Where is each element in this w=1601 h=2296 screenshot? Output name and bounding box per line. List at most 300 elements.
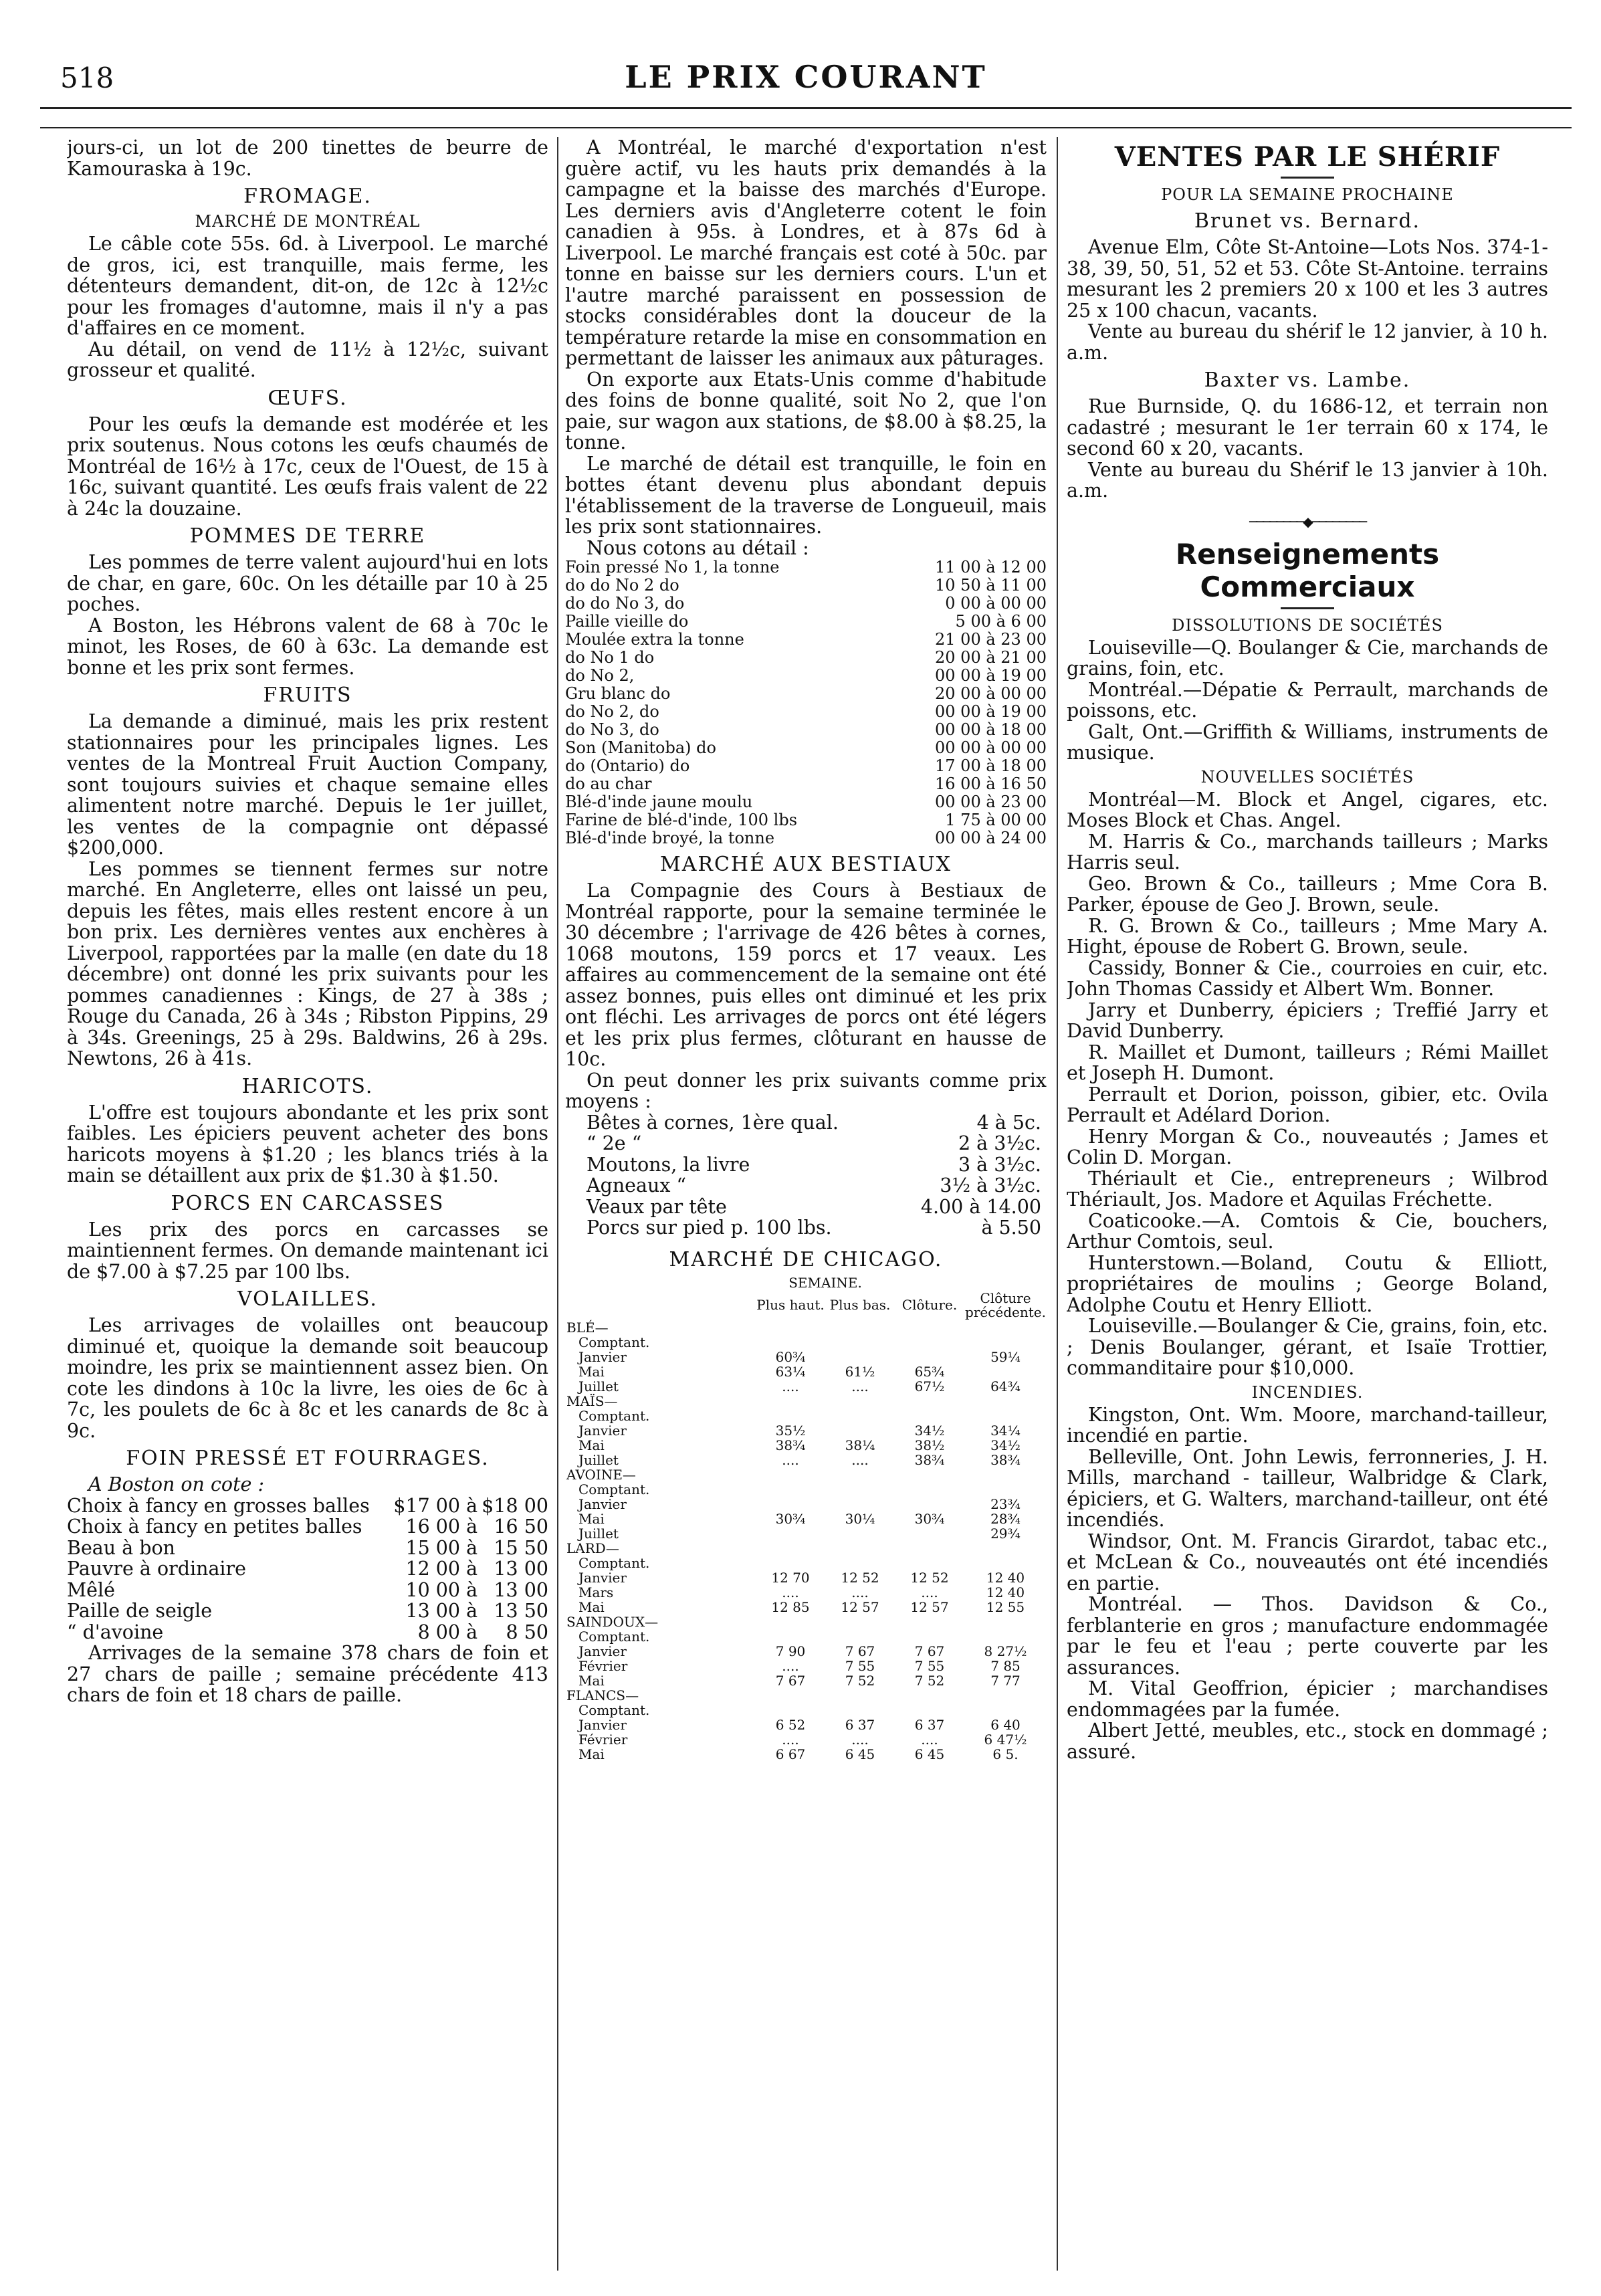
price-cell: .... bbox=[782, 1584, 799, 1600]
article-text: Avenue Elm, Côte St-Antoine—Lots Nos. 374-1-38, 39, 50, 51, 52 et 53. Côte St-Antoine. terrains mesurant les 2 premiers 20 x 100 et les 3 autres 25 x 100 chacun, vacants. bbox=[1067, 236, 1548, 322]
price-cell: .... bbox=[782, 1657, 799, 1674]
section-title-haricots: HARICOTS. bbox=[241, 1074, 374, 1098]
price-cell: 6 45 bbox=[914, 1746, 945, 1762]
price-cell: 6 37 bbox=[845, 1716, 875, 1733]
section-title-chicago: MARCHÉ DE CHICAGO. bbox=[669, 1247, 943, 1271]
price-high: 13 50 bbox=[494, 1600, 548, 1622]
row-label: Son (Manitoba) do bbox=[565, 738, 716, 757]
price-cell: 12 52 bbox=[910, 1569, 949, 1586]
article-text: Les prix des porcs en carcasses se maintiennent fermes. On demande maintenant ici de $7.00 à $7.25 par 100 lbs. bbox=[67, 1218, 548, 1283]
month-label: Juillet bbox=[578, 1451, 619, 1468]
row-price: 00 00 à 19 00 bbox=[935, 666, 1047, 685]
row-label: Mêlé bbox=[67, 1578, 116, 1601]
price-cell bbox=[825, 1556, 895, 1570]
bestiaux-price-table bbox=[586, 1112, 1041, 1239]
row-label: Paille de seigle bbox=[67, 1600, 213, 1622]
price-cell: 6 37 bbox=[914, 1716, 945, 1733]
column-1 bbox=[67, 137, 548, 2271]
row-label: do No 2, bbox=[565, 666, 635, 685]
notice-item: Thériault et Cie., entrepreneurs ; Wilbrod Thériault, Jos. Madore et Aquilas Fréchette. bbox=[1067, 1167, 1548, 1211]
price-low: 12 00 à bbox=[405, 1558, 478, 1580]
notice-item: Jarry et Dunberry, épiciers ; Treffié Jarry et David Dunberry. bbox=[1067, 999, 1548, 1042]
price-cell: 6 5. bbox=[992, 1746, 1019, 1762]
table-row bbox=[565, 685, 1047, 703]
article-text: Les pommes se tiennent fermes sur notre marché. En Angleterre, elles ont laissé un peu, depuis les fêtes, mais elles restent encore à un bon prix. Les dernières ventes aux enchères à Liverpool, rapportées par la malle (en date du 18 décembre) ont donné les prix suivants pour les pommes canadiennes : Kings, de 27 à 38s ; Rouge du Canada, 26 à 34s ; Ribston Pippins, 29 à 34s. Greenings, 25 à 29s. Baldwins, 26 à 29s. Newtons, 26 à 41s. bbox=[67, 857, 548, 1069]
price-cell: 7 52 bbox=[845, 1672, 875, 1689]
article-text: La Compagnie des Cours à Bestiaux de Montréal rapporte, pour la semaine terminée le 30 décembre ; l'arrivage de 426 bêtes à cornes, 1068 moutons, 159 porcs et 17 veaux. Les affaires au commencement de la semaine ont été assez bonnes, puis elles ont diminué et les prix ont fléchi. Les arrivages de porcs ont été légers et les prix plus fermes, clôturant en hausse de 10c. bbox=[565, 879, 1047, 1070]
row-label: do do No 2 do bbox=[565, 576, 679, 595]
page-number: 518 bbox=[60, 62, 114, 94]
row-label: Paille vieille do bbox=[565, 612, 689, 631]
price-cell bbox=[964, 1556, 1047, 1570]
table-row bbox=[565, 1511, 1047, 1526]
month-label: Comptant. bbox=[578, 1554, 650, 1571]
month-label: Janvier bbox=[578, 1422, 627, 1439]
article-text: Arrivages de la semaine 378 chars de foin et 27 chars de paille ; semaine précédente 413 chars de foin et 18 chars de paille. bbox=[67, 1642, 548, 1706]
row-label: Porcs sur pied p. 100 lbs. bbox=[586, 1217, 832, 1239]
table-row bbox=[565, 703, 1047, 721]
price-cell: 6 40 bbox=[990, 1716, 1021, 1733]
table-row bbox=[565, 1673, 1047, 1688]
notice-item: Galt, Ont.—Griffith & Williams, instruments de musique. bbox=[1067, 720, 1548, 764]
price-cell bbox=[756, 1497, 825, 1511]
row-label: Blé-d'inde broyé, la tonne bbox=[565, 829, 775, 847]
row-price: 17 00 à 18 00 bbox=[935, 756, 1047, 775]
price-low: 8 00 à bbox=[417, 1621, 478, 1643]
price-cell: 6 52 bbox=[775, 1716, 806, 1733]
price-cell: 12 85 bbox=[771, 1598, 810, 1615]
table-row bbox=[565, 721, 1047, 739]
price-cell: 38¼ bbox=[845, 1437, 875, 1453]
month-label: Juillet bbox=[578, 1525, 619, 1542]
price-cell: 7 55 bbox=[845, 1657, 875, 1674]
price-cell bbox=[964, 1703, 1047, 1717]
section-subtitle: INCENDIES. bbox=[1251, 1382, 1364, 1402]
price-cell: 7 85 bbox=[990, 1657, 1021, 1674]
price-cell bbox=[825, 1703, 895, 1717]
article-text: On peut donner les prix suivants comme prix moyens : bbox=[565, 1069, 1047, 1112]
masthead-title: LE PRIX COURANT bbox=[625, 59, 987, 95]
price-cell: 6 45 bbox=[845, 1746, 875, 1762]
row-price: 5 00 à 6 00 bbox=[955, 612, 1047, 631]
detail-price-table bbox=[565, 558, 1047, 847]
notice-item: Windsor, Ont. M. Francis Girardot, tabac etc., et McLean & Co., nouveautés ont été incendiés en partie. bbox=[1067, 1530, 1548, 1594]
price-low: 15 00 à bbox=[405, 1536, 478, 1559]
row-label: do No 1 do bbox=[565, 648, 655, 667]
table-row bbox=[565, 1379, 1047, 1394]
column-3 bbox=[1067, 137, 1548, 2271]
table-row bbox=[565, 1717, 1047, 1732]
table-row bbox=[586, 1154, 1041, 1176]
article-text: Nous cotons au détail : bbox=[586, 536, 809, 559]
notice-item: Perrault et Dorion, poisson, gibier, etc. Ovila Perrault et Adélard Dorion. bbox=[1067, 1083, 1548, 1126]
price-cell bbox=[964, 1482, 1047, 1497]
row-label: Bêtes à cornes, 1ère qual. bbox=[586, 1111, 839, 1134]
month-label: Janvier bbox=[578, 1716, 627, 1733]
notice-item: R. Maillet et Dumont, tailleurs ; Rémi Maillet et Joseph H. Dumont. bbox=[1067, 1041, 1548, 1084]
price-cell bbox=[964, 1408, 1047, 1423]
notice-item: Hunterstown.—Boland, Coutu & Elliott, propriétaires de moulins ; George Boland, Adolphe Coutu et Henry Elliott. bbox=[1067, 1251, 1548, 1316]
header-rule bbox=[40, 107, 1572, 109]
price-low: 16 00 à bbox=[405, 1516, 478, 1538]
section-title-porcs: PORCS EN CARCASSES bbox=[171, 1191, 445, 1215]
notice-item: M. Harris & Co., marchands tailleurs ; Marks Harris seul. bbox=[1067, 830, 1548, 873]
article-text: Au détail, on vend de 11½ à 12½c, suivant grosseur et qualité. bbox=[67, 338, 548, 381]
price-low: 10 00 à bbox=[405, 1578, 478, 1601]
price-cell bbox=[964, 1364, 1047, 1379]
title-rule bbox=[1281, 607, 1334, 609]
table-row bbox=[565, 1541, 1047, 1556]
price-cell: 29¾ bbox=[990, 1525, 1021, 1542]
row-label: “ d'avoine bbox=[67, 1621, 164, 1643]
title-rule bbox=[1281, 177, 1334, 179]
row-price: 16 00 à 16 50 bbox=[935, 774, 1047, 793]
row-price: 20 00 à 21 00 bbox=[935, 648, 1047, 667]
row-price: 3½ à 3½c. bbox=[940, 1174, 1041, 1196]
price-cell: 6 47½ bbox=[984, 1731, 1027, 1748]
price-cell: 12 57 bbox=[910, 1598, 949, 1615]
price-cell: 12 57 bbox=[841, 1598, 879, 1615]
article-text: Vente au bureau du shérif le 12 janvier, à 10 h. a.m. bbox=[1067, 320, 1548, 364]
row-price: 4 à 5c. bbox=[976, 1111, 1041, 1134]
notice-item: Geo. Brown & Co., tailleurs ; Mme Cora B. Parker, épouse de Geo J. Brown, seule. bbox=[1067, 872, 1548, 916]
price-cell: 7 55 bbox=[914, 1657, 945, 1674]
row-price: 4.00 à 14.00 bbox=[920, 1195, 1041, 1218]
row-price: 00 00 à 19 00 bbox=[935, 702, 1047, 721]
price-cell: 7 67 bbox=[775, 1672, 806, 1689]
price-cell: 64¾ bbox=[990, 1378, 1021, 1394]
month-label: Comptant. bbox=[578, 1701, 650, 1718]
table-row bbox=[565, 1394, 1047, 1408]
table-row bbox=[565, 829, 1047, 847]
price-cell: 6 67 bbox=[775, 1746, 806, 1762]
price-cell bbox=[756, 1556, 825, 1570]
section-title-volailles: VOLAILLES. bbox=[237, 1287, 378, 1311]
price-cell: 30¾ bbox=[914, 1510, 945, 1527]
price-cell: 7 52 bbox=[914, 1672, 945, 1689]
table-row bbox=[67, 1538, 548, 1559]
table-row bbox=[565, 811, 1047, 829]
row-price: 0 00 à 00 00 bbox=[945, 594, 1047, 613]
section-title-foin: FOIN PRESSÉ ET FOURRAGES. bbox=[126, 1447, 490, 1470]
table-row bbox=[565, 1556, 1047, 1570]
month-label: Comptant. bbox=[578, 1481, 650, 1497]
table-row bbox=[565, 613, 1047, 631]
month-label: Comptant. bbox=[578, 1628, 650, 1645]
price-cell: 12 40 bbox=[986, 1569, 1025, 1586]
table-row bbox=[565, 1614, 1047, 1629]
chicago-header-cloture-prec: Clôture précédente. bbox=[965, 1289, 1047, 1320]
month-label: Janvier bbox=[578, 1643, 627, 1659]
commodity-label: BLÉ— bbox=[566, 1319, 609, 1336]
table-row bbox=[565, 1453, 1047, 1467]
price-cell: 38¾ bbox=[775, 1437, 806, 1453]
price-cell: 23¾ bbox=[990, 1495, 1021, 1512]
price-cell: 12 40 bbox=[986, 1584, 1025, 1600]
price-cell: 38¾ bbox=[990, 1451, 1021, 1468]
row-label: Pauvre à ordinaire bbox=[67, 1558, 247, 1580]
row-price: 21 00 à 23 00 bbox=[935, 630, 1047, 649]
row-price: 00 00 à 00 00 bbox=[935, 738, 1047, 757]
price-cell bbox=[756, 1335, 825, 1350]
notice-item: Montréal—M. Block et Angel, cigares, etc. Moses Block et Chas. Angel. bbox=[1067, 788, 1548, 831]
article-text: Le câble cote 55s. 6d. à Liverpool. Le marché de gros, ici, est tranquille, mais ferme, les détenteurs demandent, dit-on, de 12c à 12½c pour les fromages d'automne, mais il n'y a pas d'affaires en ce moment. bbox=[67, 233, 548, 339]
price-low: $17 00 à bbox=[393, 1494, 478, 1517]
table-row bbox=[565, 1408, 1047, 1423]
price-cell bbox=[895, 1350, 964, 1364]
table-row bbox=[565, 649, 1047, 667]
row-label: Agneaux “ bbox=[586, 1174, 687, 1196]
table-row bbox=[565, 1364, 1047, 1379]
column-divider bbox=[557, 137, 558, 2271]
table-row bbox=[565, 757, 1047, 775]
month-label: Mars bbox=[578, 1584, 614, 1600]
row-label: do (Ontario) do bbox=[565, 756, 690, 775]
table-row bbox=[586, 1217, 1041, 1239]
price-high: 16 50 bbox=[494, 1516, 548, 1538]
case-title: Brunet vs. Bernard. bbox=[1194, 209, 1421, 233]
price-cell: 30¼ bbox=[845, 1510, 875, 1527]
article-text: A Boston on cote : bbox=[88, 1473, 265, 1495]
notice-item: Cassidy, Bonner & Cie., courroies en cuir, etc. John Thomas Cassidy et Albert Wm. Bonner. bbox=[1067, 956, 1548, 1000]
row-label: do au char bbox=[565, 774, 652, 793]
row-label: “ 2e “ bbox=[586, 1132, 642, 1154]
notice-item: R. G. Brown & Co., tailleurs ; Mme Mary A. Hight, épouse de Robert G. Brown, seule. bbox=[1067, 914, 1548, 958]
table-row bbox=[565, 1570, 1047, 1585]
chicago-header-plus-bas: Plus bas. bbox=[829, 1297, 891, 1313]
price-cell: 34½ bbox=[990, 1437, 1021, 1453]
foin-price-table bbox=[67, 1495, 548, 1643]
table-row bbox=[565, 1732, 1047, 1747]
row-price: à 5.50 bbox=[981, 1217, 1041, 1239]
article-text: Pour les œufs la demande est modérée et les prix soutenus. Nous cotons les œufs chaumés de Montréal de 16½ à 17c, ceux de l'Ouest, de 15 à 16c, suivant quantité. Les œufs frais valent de 22 à 24c la douzaine. bbox=[67, 413, 548, 520]
table-row bbox=[565, 739, 1047, 757]
table-row bbox=[565, 1703, 1047, 1717]
table-row bbox=[565, 1423, 1047, 1438]
row-price: 3 à 3½c. bbox=[958, 1153, 1041, 1176]
price-cell bbox=[756, 1408, 825, 1423]
article-text: On exporte aux Etats-Unis comme d'habitude des foins de bonne qualité, soit No 2, que l'on paie, sur wagon aux stations, de $8.00 à $8.25, la tonne. bbox=[565, 368, 1047, 453]
table-row bbox=[565, 793, 1047, 811]
price-cell bbox=[895, 1703, 964, 1717]
price-cell bbox=[825, 1482, 895, 1497]
price-cell: .... bbox=[851, 1451, 869, 1468]
price-cell: 7 90 bbox=[775, 1643, 806, 1659]
article-text: L'offre est toujours abondante et les prix sont faibles. Les épiciers peuvent acheter des bons haricots moyens à $1.20 ; les blancs triés à la main se détaillent aux prix de $1.30 à $1.50. bbox=[67, 1101, 548, 1186]
row-price: 1 75 à 00 00 bbox=[945, 811, 1047, 829]
notice-item: Louiseville.—Boulanger & Cie, grains, foin, etc. ; Denis Boulanger, gérant, et Isaïe Trottier, commanditaire pour $10,000. bbox=[1067, 1315, 1548, 1379]
table-row bbox=[565, 595, 1047, 613]
table-row bbox=[565, 1585, 1047, 1600]
price-low: 13 00 à bbox=[405, 1600, 478, 1622]
price-cell: 59¼ bbox=[990, 1348, 1021, 1365]
month-label: Mai bbox=[578, 1672, 605, 1689]
table-row bbox=[565, 631, 1047, 649]
month-label: Janvier bbox=[578, 1348, 627, 1365]
article-text: Les pommes de terre valent aujourd'hui en lots de char, en gare, 60c. On les détaille par 10 à 25 poches. bbox=[67, 551, 548, 615]
price-cell: 12 52 bbox=[841, 1569, 879, 1586]
chicago-header-semaine: SEMAINE. bbox=[788, 1274, 862, 1291]
page-header bbox=[40, 54, 1572, 100]
price-cell: 63¼ bbox=[775, 1363, 806, 1380]
row-label: Farine de blé-d'inde, 100 lbs bbox=[565, 811, 798, 829]
table-row bbox=[565, 1482, 1047, 1497]
month-label: Mai bbox=[578, 1510, 605, 1527]
case-title: Baxter vs. Lambe. bbox=[1204, 369, 1411, 392]
price-cell bbox=[756, 1526, 825, 1541]
section-title-sherif: VENTES PAR LE SHÉRIF bbox=[1114, 141, 1501, 173]
table-row bbox=[565, 1350, 1047, 1364]
row-label: Choix à fancy en petites balles bbox=[67, 1516, 362, 1538]
table-row bbox=[565, 577, 1047, 595]
price-cell bbox=[825, 1408, 895, 1423]
price-cell: 35½ bbox=[775, 1422, 806, 1439]
notice-item: Henry Morgan & Co., nouveautés ; James et Colin D. Morgan. bbox=[1067, 1125, 1548, 1168]
price-high: 15 50 bbox=[494, 1536, 548, 1559]
section-divider-ornament: ────────◆──────── bbox=[1249, 513, 1366, 530]
month-label: Mai bbox=[578, 1746, 605, 1762]
article-text: Les arrivages de volailles ont beaucoup diminué et, quoique la demande soit beaucoup moindre, les prix se maintiennent assez bien. On cote les dindons à 10c la livre, les oies de 6c à 7c, les poulets de 6c à 8c et les canards de 8c à 9c. bbox=[67, 1314, 548, 1442]
price-cell bbox=[895, 1335, 964, 1350]
column-2 bbox=[565, 137, 1047, 2271]
price-cell: .... bbox=[851, 1584, 869, 1600]
price-cell bbox=[964, 1629, 1047, 1644]
commodity-label: FLANCS— bbox=[566, 1687, 639, 1703]
month-label: Juillet bbox=[578, 1378, 619, 1394]
table-row bbox=[565, 1600, 1047, 1614]
notice-item: Montréal.—Dépatie & Perrault, marchands de poissons, etc. bbox=[1067, 678, 1548, 722]
price-cell: 60¾ bbox=[775, 1348, 806, 1365]
price-cell: 7 67 bbox=[914, 1643, 945, 1659]
notice-item: Coaticooke.—A. Comtois & Cie, bouchers, Arthur Comtois, seul. bbox=[1067, 1209, 1548, 1253]
price-cell: 61½ bbox=[845, 1363, 875, 1380]
price-cell: 38¾ bbox=[914, 1451, 945, 1468]
row-price: 10 50 à 11 00 bbox=[935, 576, 1047, 595]
row-label: Choix à fancy en grosses balles bbox=[67, 1494, 370, 1517]
section-title-pommes: POMMES DE TERRE bbox=[189, 524, 426, 548]
table-row bbox=[586, 1175, 1041, 1196]
notice-item: Louiseville—Q. Boulanger & Cie, marchands de grains, foin, etc. bbox=[1067, 636, 1548, 680]
article-text: A Montréal, le marché d'exportation n'est guère actif, vu les hauts prix demandés à la campagne et la baisse des marchés d'Europe. Les derniers avis d'Angleterre cotent le foin canadien à 95s. à Londres, et à 87s 6d à Liverpool. Le marché français est coté à 50c. par tonne en baisse sur les derniers cours. L'un et l'autre marché paraissent en possession de stocks considérables dont la douceur de la température retarde la mise en consommation en permettant de laisser les animaux aux pâturages. bbox=[565, 137, 1047, 369]
price-cell bbox=[895, 1497, 964, 1511]
table-row bbox=[565, 1320, 1047, 1335]
section-title-fromage: FROMAGE. bbox=[243, 185, 372, 208]
price-cell bbox=[825, 1629, 895, 1644]
notice-item: Kingston, Ont. Wm. Moore, marchand-tailleur, incendié en partie. bbox=[1067, 1403, 1548, 1447]
price-cell: .... bbox=[921, 1584, 938, 1600]
section-subtitle: POUR LA SEMAINE PROCHAINE bbox=[1161, 185, 1454, 204]
price-cell bbox=[756, 1703, 825, 1717]
row-label: do No 2, do bbox=[565, 702, 659, 721]
notice-item: Montréal. — Thos. Davidson & Co., ferblanterie en gros ; manufacture endommagée par le feu et l'eau ; perte couverte par les assurances. bbox=[1067, 1593, 1548, 1679]
row-price: 20 00 à 00 00 bbox=[935, 684, 1047, 703]
section-subtitle: DISSOLUTIONS DE SOCIÉTÉS bbox=[1172, 615, 1443, 635]
table-row bbox=[67, 1495, 548, 1517]
notice-item: Belleville, Ont. John Lewis, ferronneries, J. H. Mills, marchand - tailleur, Walbridge & Clark, épiciers, et G. Walters, marchand-tailleur, ont été incendiés. bbox=[1067, 1445, 1548, 1531]
table-row bbox=[565, 1629, 1047, 1644]
table-row bbox=[67, 1516, 548, 1538]
price-cell bbox=[895, 1556, 964, 1570]
section-subtitle: NOUVELLES SOCIÉTÉS bbox=[1200, 767, 1414, 787]
table-row bbox=[565, 1335, 1047, 1350]
month-label: Février bbox=[578, 1657, 628, 1674]
row-price: 00 00 à 18 00 bbox=[935, 720, 1047, 739]
row-label: do No 3, do bbox=[565, 720, 659, 739]
price-cell: .... bbox=[782, 1378, 799, 1394]
table-row bbox=[565, 1438, 1047, 1453]
price-cell: 8 27½ bbox=[984, 1643, 1027, 1659]
month-label: Mai bbox=[578, 1363, 605, 1380]
table-row bbox=[586, 1112, 1041, 1134]
price-cell: .... bbox=[782, 1731, 799, 1748]
chicago-header-cloture: Clôture. bbox=[901, 1297, 958, 1313]
row-label: Foin pressé No 1, la tonne bbox=[565, 558, 780, 577]
price-high: 13 00 bbox=[494, 1558, 548, 1580]
price-cell bbox=[895, 1629, 964, 1644]
row-price: 2 à 3½c. bbox=[958, 1132, 1041, 1154]
price-cell: .... bbox=[782, 1451, 799, 1468]
commodity-label: MAÏS— bbox=[566, 1392, 618, 1409]
notice-item: Albert Jetté, meubles, etc., stock en dommagé ; assuré. bbox=[1067, 1719, 1548, 1763]
month-label: Février bbox=[578, 1731, 628, 1748]
row-label: Moutons, la livre bbox=[586, 1153, 750, 1176]
article-text: Vente au bureau du Shérif le 13 janvier à 10h. a.m. bbox=[1067, 458, 1548, 502]
month-label: Comptant. bbox=[578, 1407, 650, 1424]
price-cell: 12 55 bbox=[986, 1598, 1025, 1615]
article-text: jours-ci, un lot de 200 tinettes de beurre de Kamouraska à 19c. bbox=[67, 137, 548, 180]
section-title-fruits: FRUITS bbox=[263, 684, 352, 707]
commodity-label: AVOINE— bbox=[566, 1466, 636, 1483]
price-cell bbox=[756, 1629, 825, 1644]
price-cell bbox=[895, 1526, 964, 1541]
chicago-market-table bbox=[565, 1275, 1047, 1762]
price-cell: 65¾ bbox=[914, 1363, 945, 1380]
price-cell bbox=[825, 1423, 895, 1438]
table-row bbox=[565, 1659, 1047, 1673]
price-cell: 34¼ bbox=[990, 1422, 1021, 1439]
column-divider bbox=[1057, 137, 1058, 2271]
month-label: Janvier bbox=[578, 1569, 627, 1586]
price-cell bbox=[825, 1350, 895, 1364]
price-cell: 12 70 bbox=[771, 1569, 810, 1586]
price-cell: .... bbox=[921, 1731, 938, 1748]
section-subtitle: MARCHÉ DE MONTRÉAL bbox=[195, 212, 421, 231]
price-cell: 7 77 bbox=[990, 1672, 1021, 1689]
table-row bbox=[586, 1196, 1041, 1218]
row-label: Gru blanc do bbox=[565, 684, 671, 703]
table-row bbox=[67, 1622, 548, 1643]
month-label: Mai bbox=[578, 1598, 605, 1615]
table-row bbox=[67, 1600, 548, 1622]
row-price: 00 00 à 23 00 bbox=[935, 793, 1047, 811]
price-cell: 28¾ bbox=[990, 1510, 1021, 1527]
commodity-label: LARD— bbox=[566, 1540, 619, 1556]
article-text: Le marché de détail est tranquille, le foin en bottes étant devenu plus abondant depuis l'établissement de la traverse de Longueuil, mais les prix sont stationnaires. bbox=[565, 452, 1047, 538]
row-price: 11 00 à 12 00 bbox=[935, 558, 1047, 577]
price-cell: 30¾ bbox=[775, 1510, 806, 1527]
price-cell bbox=[825, 1335, 895, 1350]
price-cell: 38½ bbox=[914, 1437, 945, 1453]
price-cell bbox=[825, 1526, 895, 1541]
price-high: 8 50 bbox=[506, 1621, 548, 1643]
price-cell: 7 67 bbox=[845, 1643, 875, 1659]
price-cell: 34½ bbox=[914, 1422, 945, 1439]
article-text: A Boston, les Hébrons valent de 68 à 70c le minot, les Roses, de 60 à 63c. La demande est bonne et les prix sont fermes. bbox=[67, 614, 548, 679]
commodity-label: SAINDOUX— bbox=[566, 1613, 659, 1630]
table-row bbox=[565, 1467, 1047, 1482]
table-row bbox=[67, 1580, 548, 1601]
table-row bbox=[565, 667, 1047, 685]
